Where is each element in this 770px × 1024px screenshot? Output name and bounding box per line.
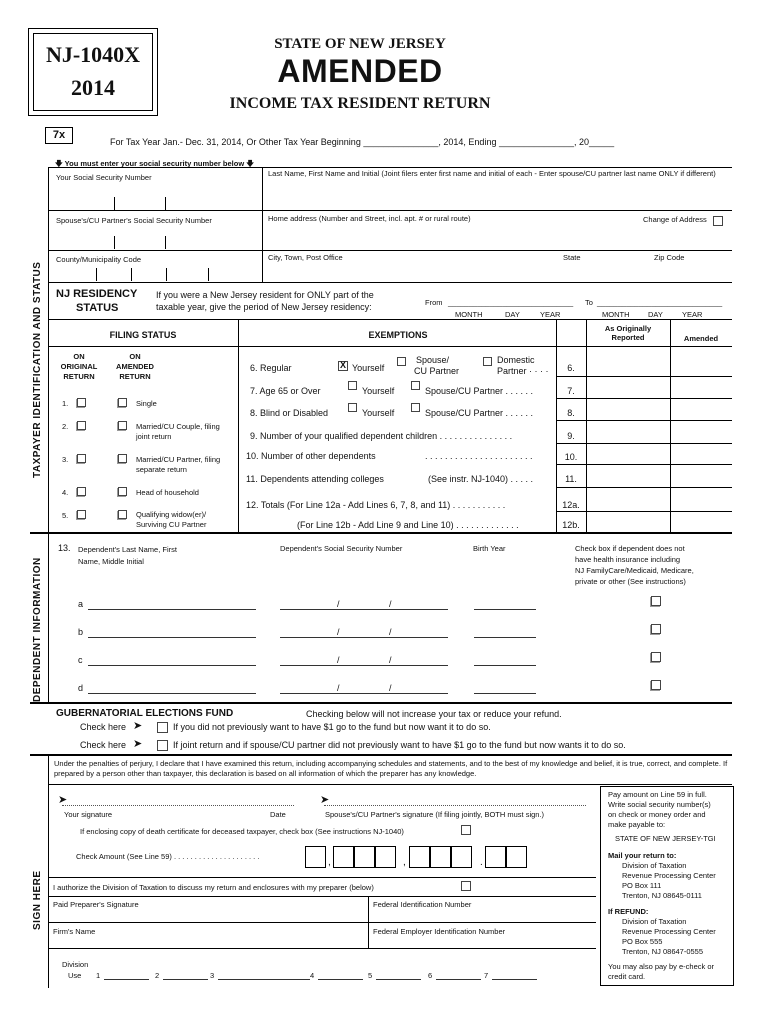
authorize-checkbox[interactable] bbox=[461, 881, 471, 891]
amount-separator: , bbox=[403, 857, 406, 868]
form-code: 7x bbox=[45, 127, 73, 144]
residency-status: STATUS bbox=[76, 302, 119, 314]
change-address-label: Change of Address bbox=[643, 215, 707, 224]
form-id-box bbox=[28, 28, 158, 116]
dependent-ssn-field[interactable] bbox=[280, 609, 448, 610]
dependent-health-checkbox[interactable] bbox=[651, 624, 661, 634]
change-address-checkbox[interactable] bbox=[713, 216, 723, 226]
line-10-dots: . . . . . . . . . . . . . . . . . . . . . . bbox=[425, 451, 533, 461]
division-use-num: 3 bbox=[210, 971, 215, 980]
checked-mark: X bbox=[340, 360, 347, 370]
from-label: From bbox=[425, 298, 443, 307]
elections-checkbox-2[interactable] bbox=[157, 740, 168, 751]
on-original-return: ON ORIGINAL RETURN bbox=[60, 352, 98, 381]
line-num-11: 11. bbox=[565, 474, 577, 484]
spouse-ssn-label: Spouse's/CU Partner's Social Security Number bbox=[56, 216, 212, 225]
division-use-field bbox=[318, 979, 363, 980]
line-num-6: 6. bbox=[567, 363, 575, 373]
division-use-num: 7 bbox=[484, 971, 489, 980]
check-amount-digit[interactable] bbox=[375, 846, 396, 868]
mail-address: Division of Taxation Revenue Processing Center PO Box 111 Trenton, NJ 08645-0111 bbox=[622, 861, 716, 900]
line-11-label: 11. Dependents attending colleges bbox=[246, 474, 384, 484]
from-year: YEAR bbox=[540, 310, 561, 319]
dependent-health-checkbox[interactable] bbox=[651, 652, 661, 662]
check-amount-digit[interactable] bbox=[506, 846, 527, 868]
domestic-partner-checkbox[interactable] bbox=[483, 357, 492, 366]
firm-name-label: Firm's Name bbox=[53, 927, 96, 936]
ssn-label: Your Social Security Number bbox=[56, 173, 152, 182]
ssn-slash: / bbox=[389, 655, 392, 665]
ssn-slash: / bbox=[389, 683, 392, 693]
right-arrow-icon: ➤ bbox=[320, 794, 330, 806]
age65-yourself-label: Yourself bbox=[362, 386, 395, 396]
line-9-label: 9. Number of your qualified dependent children . . . . . . . . . . . . . . . bbox=[250, 431, 513, 441]
down-arrow-icon: 🡇 bbox=[55, 159, 63, 168]
on-amended-return: ON AMENDED RETURN bbox=[116, 352, 154, 381]
line-num-8: 8. bbox=[567, 408, 575, 418]
form-subtitle: INCOME TAX RESIDENT RETURN bbox=[229, 95, 491, 112]
your-signature-line[interactable] bbox=[62, 805, 294, 806]
name-label: Last Name, First Name and Initial (Joint filers enter first name and initial of each - Enter spouse/CU partner last name ONLY if different) bbox=[268, 169, 716, 178]
ssn-slash: / bbox=[389, 627, 392, 637]
division-use-field bbox=[492, 979, 537, 980]
from-month: MONTH bbox=[455, 310, 483, 319]
residency-text-1: If you were a New Jersey resident for ONLY part of the bbox=[156, 290, 374, 300]
dependent-birth-year-field[interactable] bbox=[474, 665, 536, 666]
division-label: Division bbox=[62, 960, 89, 969]
line-12b-label: (For Line 12b - Add Line 9 and Line 10) . . . . . . . . . . . . . bbox=[297, 520, 519, 530]
division-use-field bbox=[218, 979, 310, 980]
division-use-num: 5 bbox=[368, 971, 373, 980]
amount-separator: , bbox=[328, 857, 331, 868]
down-arrow-icon: 🡇 bbox=[246, 159, 254, 168]
division-use-field bbox=[376, 979, 421, 980]
dependent-health-checkbox[interactable] bbox=[651, 596, 661, 606]
dependent-ssn-field[interactable] bbox=[280, 693, 448, 694]
dependents-line-num: 13. bbox=[58, 543, 71, 553]
filing-3-original-checkbox[interactable] bbox=[77, 454, 86, 463]
dependent-birth-header: Birth Year bbox=[473, 544, 506, 553]
dependent-name-header: Dependent's Last Name, First Name, Middle Initial bbox=[78, 545, 177, 566]
age65-spouse-checkbox[interactable] bbox=[411, 381, 420, 390]
your-signature-label: Your signature bbox=[64, 810, 113, 819]
check-here-1: Check here bbox=[80, 722, 127, 732]
filing-option-2-label: Married/CU Couple, filing joint return bbox=[136, 422, 220, 441]
dependent-birth-year-field[interactable] bbox=[474, 609, 536, 610]
authorize-label: I authorize the Division of Taxation to discuss my return and enclosures with my preparer (below) bbox=[53, 883, 374, 892]
spouse-ssn-field[interactable] bbox=[114, 236, 115, 249]
blind-spouse-label: Spouse/CU Partner . . . . . . bbox=[425, 408, 534, 418]
filing-option-3-num: 3. bbox=[62, 455, 69, 464]
ssn-slash: / bbox=[337, 599, 340, 609]
residency-text-2: taxable year, give the period of New Jersey residency: bbox=[156, 302, 372, 312]
line-num-9: 9. bbox=[567, 431, 575, 441]
line-6-label: 6. Regular bbox=[250, 363, 292, 373]
to-date-line[interactable]: ______________________________ bbox=[597, 298, 723, 307]
blind-yourself-checkbox[interactable] bbox=[348, 403, 357, 412]
spouse-signature-label: Spouse's/CU Partner's signature (If filing jointly, BOTH must sign.) bbox=[325, 810, 545, 819]
fed-id-label: Federal Identification Number bbox=[373, 900, 472, 909]
filing-5-original-checkbox[interactable] bbox=[77, 510, 86, 519]
dependent-health-checkbox[interactable] bbox=[651, 680, 661, 690]
state-title: STATE OF NEW JERSEY bbox=[274, 36, 446, 52]
division-use-num: 1 bbox=[96, 971, 101, 980]
dependent-section-label: DEPENDENT INFORMATION bbox=[32, 557, 43, 702]
check-amount-digit[interactable] bbox=[451, 846, 472, 868]
ssn-slash: / bbox=[337, 683, 340, 693]
amended-field[interactable] bbox=[671, 347, 731, 531]
form-number: NJ-1040X bbox=[45, 42, 141, 67]
line-num-12b: 12b. bbox=[562, 520, 580, 530]
division-use-num: 6 bbox=[428, 971, 433, 980]
county-field[interactable] bbox=[96, 268, 97, 281]
amended-column-header: Amended bbox=[683, 334, 719, 343]
filing-2-amended-checkbox[interactable] bbox=[118, 421, 127, 430]
dependent-ssn-field[interactable] bbox=[280, 665, 448, 666]
elections-title: GUBERNATORIAL ELECTIONS FUND bbox=[56, 708, 234, 719]
filing-option-5-label: Qualifying widow(er)/ Surviving CU Partner bbox=[136, 510, 207, 529]
elections-line-1: If you did not previously want to have $1 go to the fund but now want it to do so. bbox=[173, 722, 491, 732]
filing-option-3-label: Married/CU Partner, filing separate return bbox=[136, 455, 221, 474]
sign-here-label: SIGN HERE bbox=[32, 870, 43, 930]
use-label: Use bbox=[68, 971, 82, 980]
ssn-slash: / bbox=[389, 599, 392, 609]
date-label: Date bbox=[270, 810, 286, 819]
dependent-birth-year-field[interactable] bbox=[474, 637, 536, 638]
filing-1-original-checkbox[interactable] bbox=[77, 398, 86, 407]
refund-address: Division of Taxation Revenue Processing Center PO Box 555 Trenton, NJ 08647-0555 bbox=[622, 917, 716, 956]
ssn-slash: / bbox=[337, 655, 340, 665]
division-use-field bbox=[436, 979, 481, 980]
division-use-field bbox=[163, 979, 208, 980]
right-arrow-icon: ➤ bbox=[133, 720, 143, 732]
check-amount-digit[interactable] bbox=[354, 846, 375, 868]
address-label: Home address (Number and Street, incl. apt. # or rural route) bbox=[268, 214, 471, 223]
as-originally-reported: As Originally Reported bbox=[604, 324, 652, 342]
filing-status-header: FILING STATUS bbox=[109, 330, 177, 340]
residency-title: NJ RESIDENCY bbox=[56, 288, 138, 300]
death-cert-checkbox[interactable] bbox=[461, 825, 471, 835]
refund-title: If REFUND: bbox=[608, 907, 649, 916]
regular-yourself-checkbox[interactable] bbox=[338, 361, 348, 371]
check-amount-digit[interactable] bbox=[409, 846, 430, 868]
form-year: 2014 bbox=[71, 75, 115, 100]
filing-2-original-checkbox[interactable] bbox=[77, 421, 86, 430]
division-use-num: 4 bbox=[310, 971, 315, 980]
preparer-signature-label: Paid Preparer's Signature bbox=[53, 900, 139, 909]
line-num-10: 10. bbox=[564, 452, 578, 462]
from-day: DAY bbox=[505, 310, 520, 319]
zip-label: Zip Code bbox=[654, 253, 685, 262]
spouse-label: Spouse/ CU Partner bbox=[414, 355, 460, 376]
age65-spouse-label: Spouse/CU Partner . . . . . . bbox=[425, 386, 534, 396]
dependent-row-letter: d bbox=[78, 683, 84, 693]
filing-5-amended-checkbox[interactable] bbox=[118, 510, 127, 519]
right-arrow-icon: ➤ bbox=[133, 738, 143, 750]
filing-4-amended-checkbox[interactable] bbox=[118, 487, 127, 496]
dependent-row-letter: c bbox=[78, 655, 83, 665]
elections-line-2: If joint return and if spouse/CU partner did not previously want to have $1 go to the fund but now wants it to do so. bbox=[173, 740, 626, 750]
filing-option-5-num: 5. bbox=[62, 511, 69, 520]
division-use-num: 2 bbox=[155, 971, 160, 980]
dependent-name-field[interactable] bbox=[88, 637, 256, 638]
check-here-2: Check here bbox=[80, 740, 127, 750]
dependent-birth-year-field[interactable] bbox=[474, 693, 536, 694]
originally-reported-field[interactable] bbox=[587, 347, 669, 531]
elections-note: Checking below will not increase your tax or reduce your refund. bbox=[306, 709, 562, 719]
ssn-field[interactable] bbox=[114, 197, 115, 210]
filing-4-original-checkbox[interactable] bbox=[77, 487, 86, 496]
filing-3-amended-checkbox[interactable] bbox=[118, 454, 127, 463]
yourself-label: Yourself bbox=[352, 363, 385, 373]
dependent-name-field[interactable] bbox=[88, 665, 256, 666]
filing-option-1-label: Single bbox=[136, 399, 157, 408]
taxpayer-section-label: TAXPAYER IDENTIFICATION AND STATUS bbox=[32, 261, 43, 478]
payee: STATE OF NEW JERSEY-TGI bbox=[615, 834, 716, 843]
check-amount-digit[interactable] bbox=[430, 846, 451, 868]
to-label: To bbox=[585, 298, 593, 307]
amount-separator: . bbox=[480, 857, 483, 868]
filing-1-amended-checkbox[interactable] bbox=[118, 398, 127, 407]
pay-text: Pay amount on Line 59 in full. Write social security number(s) on check or money order and make payable to: bbox=[608, 790, 711, 829]
line-num-7: 7. bbox=[567, 386, 575, 396]
dependent-health-header: Check box if dependent does not have health insurance including NJ FamilyCare/Medicaid, Medicare, private or other (See instructions) bbox=[575, 544, 694, 586]
filing-option-2-num: 2. bbox=[62, 422, 69, 431]
filing-option-1-num: 1. bbox=[62, 399, 69, 408]
dependent-ssn-header: Dependent's Social Security Number bbox=[280, 544, 403, 553]
division-use-field bbox=[104, 979, 149, 980]
ssn-slash: / bbox=[337, 627, 340, 637]
domestic-partner-label: Domestic Partner · · · · bbox=[497, 355, 549, 376]
from-date-line[interactable]: ______________________________ bbox=[448, 298, 574, 307]
line-7-label: 7. Age 65 or Over bbox=[250, 386, 321, 396]
perjury-statement: Under the penalties of perjury, I declare that I have examined this return, including accompanying schedules and statements, and to the best of my knowledge and belief, it is true, correct, and complete. If prepared by a person other than taxpayer, this declaration is based on all information of which the preparer has any knowledge. bbox=[54, 759, 728, 778]
line-num-12a: 12a. bbox=[562, 500, 580, 510]
line-12a-label: 12. Totals (For Line 12a - Add Lines 6, 7, 8, and 11) . . . . . . . . . . . bbox=[246, 500, 506, 510]
city-label: City, Town, Post Office bbox=[268, 253, 343, 262]
filing-option-4-num: 4. bbox=[62, 488, 69, 497]
line-10-label: 10. Number of other dependents bbox=[246, 451, 376, 461]
line-11-note: (See instr. NJ-1040) . . . . . bbox=[428, 474, 534, 484]
blind-spouse-checkbox[interactable] bbox=[411, 403, 420, 412]
age65-yourself-checkbox[interactable] bbox=[348, 381, 357, 390]
state-label: State bbox=[563, 253, 581, 262]
check-amount-digit[interactable] bbox=[305, 846, 326, 868]
spouse-signature-line[interactable] bbox=[324, 805, 586, 806]
filing-option-4-label: Head of household bbox=[136, 488, 199, 497]
exemptions-header: EXEMPTIONS bbox=[368, 330, 428, 340]
dependent-ssn-field[interactable] bbox=[280, 637, 448, 638]
form-title: AMENDED bbox=[277, 53, 443, 89]
mail-title: Mail your return to: bbox=[608, 851, 677, 860]
echeck-note: You may also pay by e-check or credit card. bbox=[608, 962, 715, 981]
dependent-row-letter: b bbox=[78, 627, 84, 637]
dependent-name-field[interactable] bbox=[88, 609, 256, 610]
elections-checkbox-1[interactable] bbox=[157, 722, 168, 733]
dependent-name-field[interactable] bbox=[88, 693, 256, 694]
death-cert-label: If enclosing copy of death certificate for deceased taxpayer, check box (See instructions NJ-1040) bbox=[80, 827, 404, 836]
blind-yourself-label: Yourself bbox=[362, 408, 395, 418]
ssn-note: 🡇 You must enter your social security number below 🡇 bbox=[55, 159, 254, 168]
dependent-row-letter: a bbox=[78, 599, 84, 609]
check-amount-digit[interactable] bbox=[485, 846, 506, 868]
to-day: DAY bbox=[648, 310, 663, 319]
regular-spouse-checkbox[interactable] bbox=[397, 357, 406, 366]
check-amount-label: Check Amount (See Line 59) . . . . . . . . . . . . . . . . . . . . . bbox=[76, 852, 260, 861]
county-label: County/Municipality Code bbox=[56, 255, 142, 264]
line-8-label: 8. Blind or Disabled bbox=[250, 408, 329, 418]
check-amount-digit[interactable] bbox=[333, 846, 354, 868]
to-year: YEAR bbox=[682, 310, 703, 319]
tax-year-line[interactable]: For Tax Year Jan.- Dec. 31, 2014, Or Other Tax Year Beginning _______________, 2014, Ending _______________, 20_____ bbox=[110, 137, 615, 147]
right-arrow-icon: ➤ bbox=[58, 794, 68, 806]
to-month: MONTH bbox=[602, 310, 630, 319]
fed-employer-id-label: Federal Employer Identification Number bbox=[373, 927, 506, 936]
